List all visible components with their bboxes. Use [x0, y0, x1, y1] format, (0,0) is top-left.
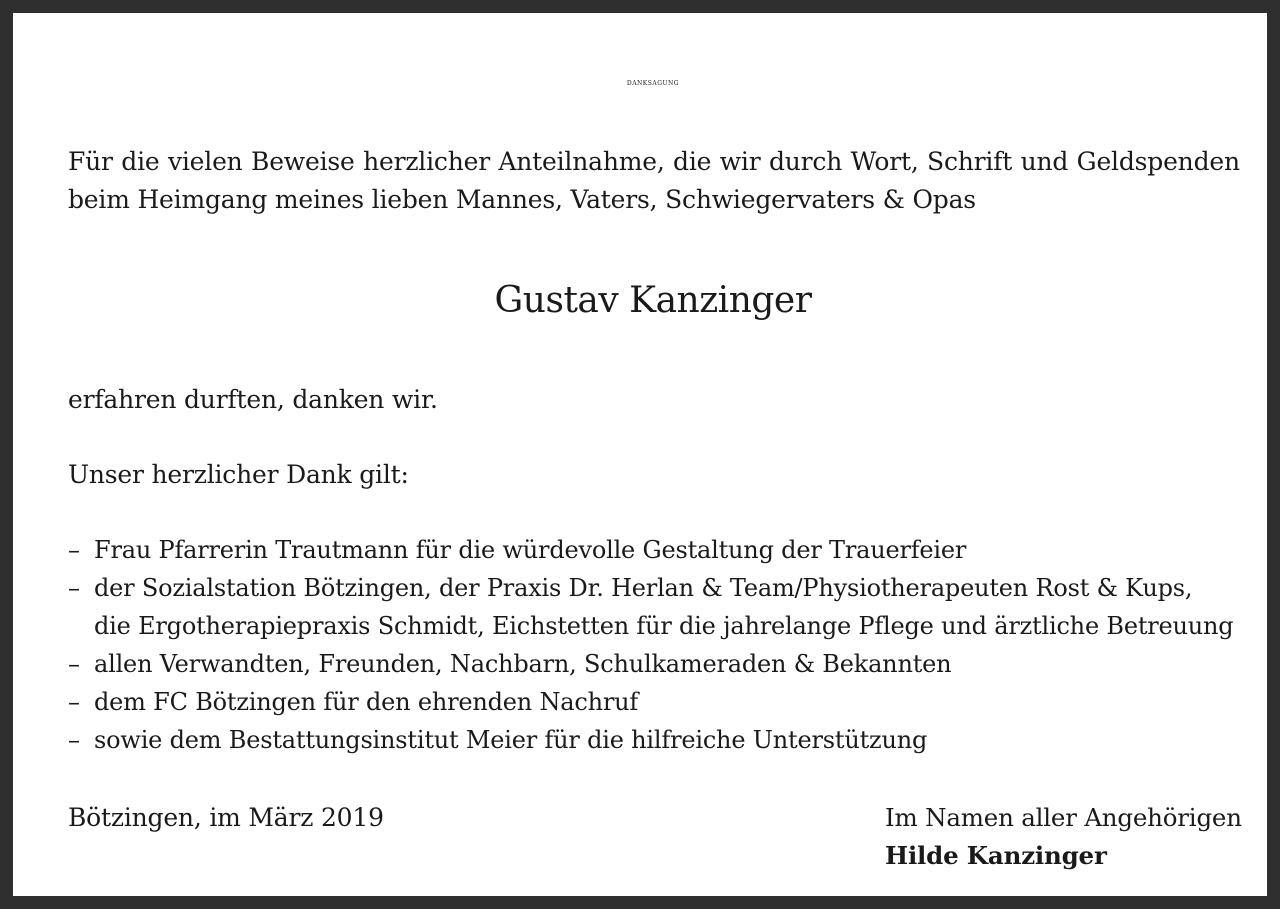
place-date: Bötzingen, im März 2019	[68, 803, 384, 832]
dash-marker: –	[68, 726, 80, 754]
thanks-list	[68, 531, 1233, 759]
list-item-text: sowie dem Bestattungsinstitut Meier für die hilfreiche Unterstützung	[94, 726, 928, 754]
list-item	[68, 531, 1233, 569]
list-item-text: der Sozialstation Bötzingen, der Praxis Dr. Herlan & Team/Physiotherapeuten Rost & Kups,	[94, 574, 1193, 602]
signer-name: Hilde Kanzinger	[885, 841, 1107, 870]
intro-word: Wort,	[850, 147, 919, 176]
signoff	[885, 799, 1242, 875]
intro-line-1	[68, 143, 1240, 181]
notice-heading: DANKSAGUNG	[626, 80, 680, 87]
intro-word: vielen	[167, 147, 243, 176]
signoff-line: Im Namen aller Angehörigen	[885, 803, 1242, 832]
intro-word: die	[121, 147, 160, 176]
dash-marker: –	[68, 688, 80, 716]
intro-word: Anteilnahme,	[498, 147, 665, 176]
intro-word: und	[1020, 147, 1069, 176]
dash-marker: –	[68, 650, 80, 678]
intro-word: wir	[719, 147, 761, 176]
list-item-text: Frau Pfarrerin Trautmann für die würdevolle Gestaltung der Trauerfeier	[94, 536, 967, 564]
intro-line-2: beim Heimgang meines lieben Mannes, Vaters, Schwiegervaters & Opas	[68, 185, 976, 214]
intro-word: die	[673, 147, 712, 176]
list-item-text: allen Verwandten, Freunden, Nachbarn, Schulkameraden & Bekannten	[94, 650, 952, 678]
list-item	[68, 721, 1233, 759]
intro-word: Beweise	[251, 147, 355, 176]
intro-word: Geldspenden	[1076, 147, 1240, 176]
dash-marker: –	[68, 536, 80, 564]
list-item	[68, 569, 1233, 607]
list-item	[68, 683, 1233, 721]
list-item-text: dem FC Bötzingen für den ehrenden Nachruf	[94, 688, 639, 716]
list-item	[68, 645, 1233, 683]
list-item-continuation: die Ergotherapiepraxis Schmidt, Eichstetten für die jahrelange Pflege und ärztliche Betreuung	[94, 612, 1234, 640]
intro-word: durch	[768, 147, 843, 176]
closing-line: erfahren durften, danken wir.	[68, 385, 438, 414]
deceased-name: Gustav Kanzinger	[494, 280, 812, 321]
dash-marker: –	[68, 574, 80, 602]
intro-word: herzlicher	[363, 147, 490, 176]
intro-word: Schrift	[927, 147, 1013, 176]
intro-paragraph	[68, 143, 1240, 219]
intro-word: Für	[68, 147, 113, 176]
thanks-heading: Unser herzlicher Dank gilt:	[68, 460, 409, 489]
